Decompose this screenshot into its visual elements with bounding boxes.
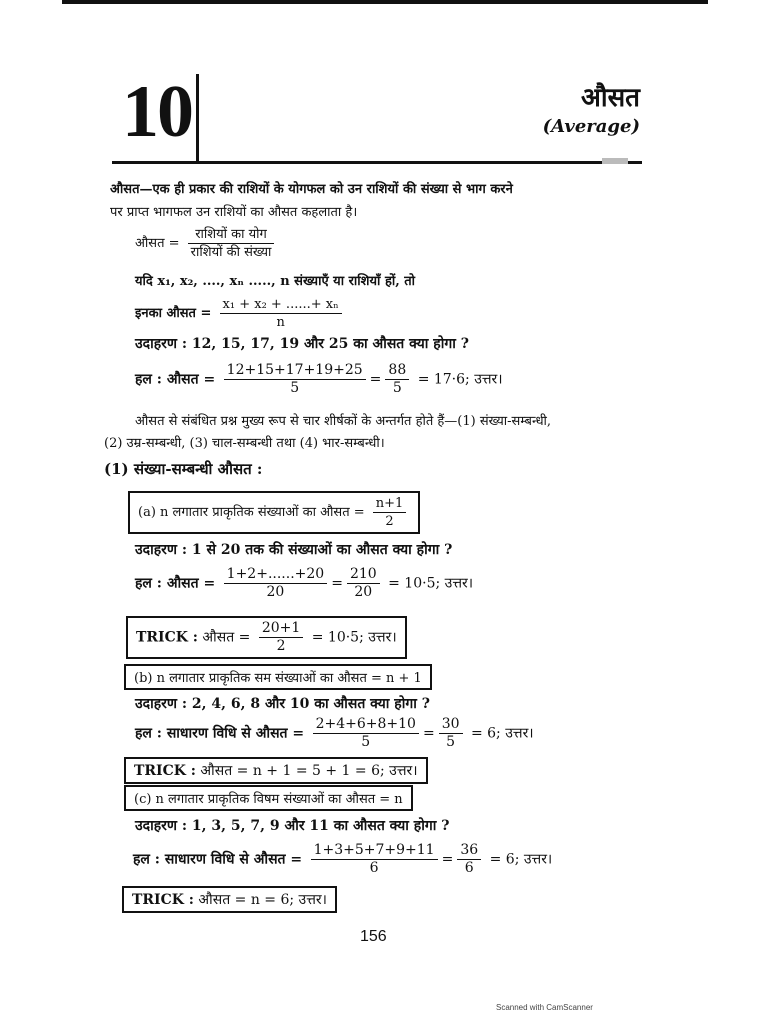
example-2-question: उदाहरण : 1 से 20 तक की संख्याओं का औसत क्या होगा ? xyxy=(135,542,453,558)
example-2-solution: हल : औसत = $\frac{1+2+......+20}{20}$ = $\frac{210}{20}$ = 10·5; उत्तर। xyxy=(135,566,474,600)
if-line: यदि x₁, x₂, ...., xₙ ....., n संख्याएँ या राशियाँ हों, तो xyxy=(135,274,416,289)
example-1-num2: 88 xyxy=(385,362,409,380)
section-1-heading: (1) संख्या-सम्बन्धी औसत : xyxy=(104,460,263,478)
header-rule xyxy=(112,161,642,164)
formula-basic xyxy=(135,226,278,261)
formula-basic-denominator: राशियों की संख्या xyxy=(190,245,272,260)
example-4-solution: हल : साधारण विधि से औसत = $\frac{1+3+5+7+9+11}{6}$ = $\frac{36}{6}$ = 6; उत्तर। xyxy=(133,842,553,876)
example-1-result: = 17·6; उत्तर। xyxy=(417,371,503,388)
example-1-question: उदाहरण : 12, 15, 17, 19 और 25 का औसत क्या होगा ? xyxy=(135,336,469,352)
chapter-title-english: (Average) xyxy=(542,116,640,137)
example-1-solution: हल : औसत = $\frac{12+15+17+19+25}{5}$ = $\frac{88}{5}$ = 17·6; उत्तर। xyxy=(135,362,503,396)
example-1-den2: 5 xyxy=(392,380,402,396)
scanner-watermark: Scanned with CamScanner xyxy=(496,1003,593,1012)
trick-1-num: 20+1 xyxy=(259,620,303,638)
example-1-label: हल : औसत = xyxy=(135,371,216,388)
trick-2-box xyxy=(124,757,428,784)
trick-2-label: TRICK : xyxy=(134,763,196,779)
rule-a-den: 2 xyxy=(385,514,394,529)
example-3-label: हल : साधारण विधि से औसत = xyxy=(135,725,305,742)
trick-1-label: TRICK : xyxy=(136,629,198,646)
example-2-num2: 210 xyxy=(347,566,380,584)
example-4-den1: 6 xyxy=(369,860,379,876)
example-1-den1: 5 xyxy=(290,380,300,396)
formula-basic-lhs: औसत = xyxy=(135,236,180,251)
chapter-number: 10 xyxy=(122,71,192,153)
trick-1-den: 2 xyxy=(276,638,286,654)
example-4-question: उदाहरण : 1, 3, 5, 7, 9 और 11 का औसत क्या होगा ? xyxy=(135,818,450,834)
top-border xyxy=(62,0,708,4)
formula-general-denominator: n xyxy=(276,315,285,330)
rule-c-text: (c) n लगातार प्राकृतिक विषम संख्याओं का औसत = n xyxy=(134,792,403,807)
example-4-den2: 6 xyxy=(464,860,474,876)
chapter-divider xyxy=(196,74,199,162)
rule-c-box xyxy=(124,785,413,811)
page-number: 156 xyxy=(360,928,387,945)
example-3-question: उदाहरण : 2, 4, 6, 8 और 10 का औसत क्या होगा ? xyxy=(135,696,430,712)
trick-3-box xyxy=(122,886,337,913)
types-intro-line-2: (2) उम्र-सम्बन्धी, (3) चाल-सम्बन्धी तथा (4) भार-सम्बन्धी। xyxy=(104,436,385,451)
example-2-den1: 20 xyxy=(266,584,285,600)
example-3-result: = 6; उत्तर। xyxy=(470,725,534,742)
rule-a-box xyxy=(128,491,420,534)
example-2-result: = 10·5; उत्तर। xyxy=(388,575,474,592)
example-4-num1: 1+3+5+7+9+11 xyxy=(311,842,438,860)
example-4-label: हल : साधारण विधि से औसत = xyxy=(133,851,303,868)
header-rule-mark xyxy=(602,158,628,164)
example-2-den2: 20 xyxy=(354,584,373,600)
trick-1-box xyxy=(126,616,407,659)
formula-general-numerator: x₁ + x₂ + ......+ xₙ xyxy=(220,296,342,314)
example-3-den1: 5 xyxy=(361,734,371,750)
example-3-num2: 30 xyxy=(439,716,463,734)
trick-1-result: = 10·5; उत्तर। xyxy=(311,629,397,646)
formula-general xyxy=(135,296,346,331)
example-3-solution: हल : साधारण विधि से औसत = $\frac{2+4+6+8+10}{5}$ = $\frac{30}{5}$ = 6; उत्तर। xyxy=(135,716,534,750)
trick-1-lhs: औसत = xyxy=(202,629,251,646)
trick-2-text: औसत = n + 1 = 5 + 1 = 6; उत्तर। xyxy=(200,763,418,779)
trick-3-text: औसत = n = 6; उत्तर। xyxy=(198,892,327,908)
example-3-den2: 5 xyxy=(446,734,456,750)
formula-general-lhs: इनका औसत = xyxy=(135,306,212,321)
rule-a-num: n+1 xyxy=(373,495,407,513)
rule-b-box xyxy=(124,664,432,690)
trick-3-label: TRICK : xyxy=(132,892,194,908)
example-2-label: हल : औसत = xyxy=(135,575,216,592)
formula-basic-numerator: राशियों का योग xyxy=(188,226,275,244)
example-4-num2: 36 xyxy=(457,842,481,860)
rule-a-text: (a) n लगातार प्राकृतिक संख्याओं का औसत = xyxy=(138,505,365,520)
definition-line-2: पर प्राप्त भागफल उन राशियों का औसत कहलाता है। xyxy=(110,205,358,220)
types-intro-line-1: औसत से संबंधित प्रश्न मुख्य रूप से चार शीर्षकों के अन्तर्गत होते हैं—(1) संख्या-सम्बन्धी, xyxy=(135,414,552,429)
example-3-num1: 2+4+6+8+10 xyxy=(313,716,419,734)
example-1-num1: 12+15+17+19+25 xyxy=(224,362,366,380)
example-4-result: = 6; उत्तर। xyxy=(489,851,553,868)
rule-b-text: (b) n लगातार प्राकृतिक सम संख्याओं का औसत = n + 1 xyxy=(134,671,422,686)
example-2-num1: 1+2+......+20 xyxy=(224,566,328,584)
chapter-title-hindi: औसत xyxy=(581,83,640,113)
definition-line-1: औसत—एक ही प्रकार की राशियों के योगफल को उन राशियों की संख्या से भाग करने xyxy=(110,182,513,197)
